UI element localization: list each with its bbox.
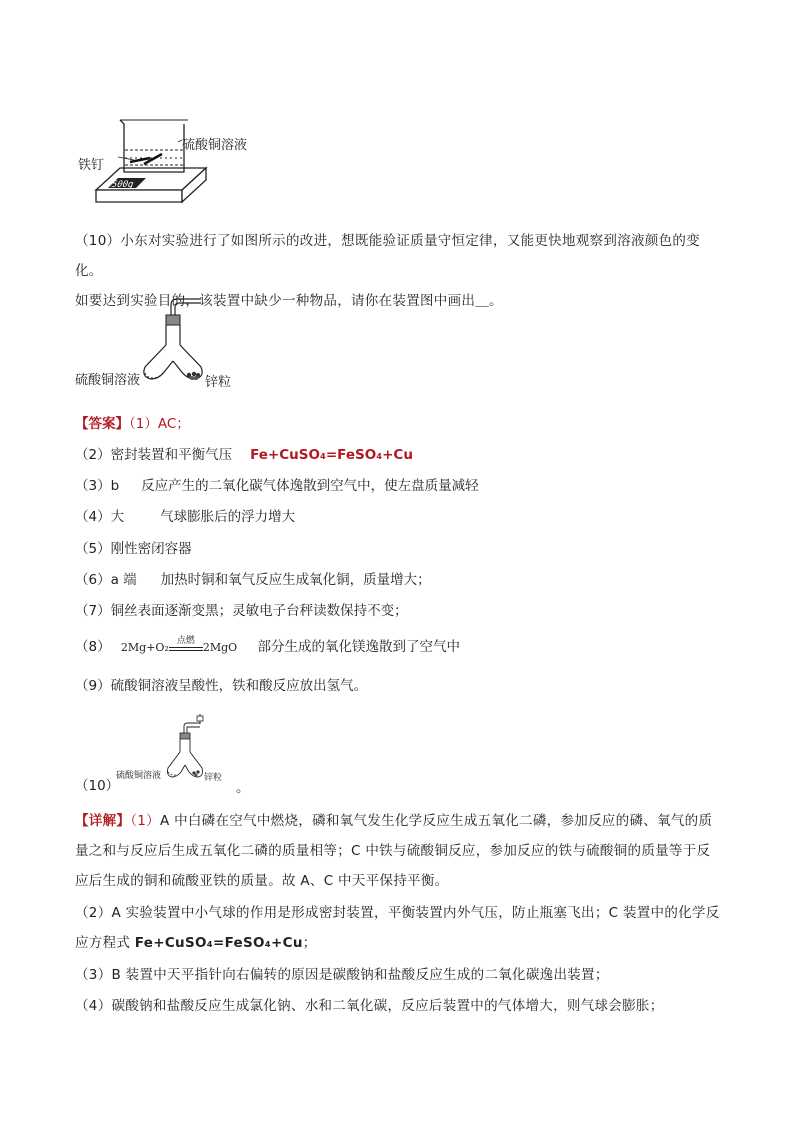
detail-1-line2: 量之和与反应后生成五氧化二磷的质量相等；C 中铁与硫酸铜反应，参加反应的铁与硫酸铜的质量等于反	[75, 843, 711, 859]
equation-right: 2MgO	[202, 641, 238, 654]
detail-4-text: 碳酸钠和盐酸反应生成氯化钠、水和二氧化碳，反应后装置中的气体增大，则气球会膨胀；	[111, 998, 664, 1014]
beaker-scale-drawing	[78, 112, 278, 210]
figure-y-tube	[75, 295, 275, 395]
equation-left: 2Mg+O₂	[120, 641, 169, 654]
detail-2-num: （2）	[75, 905, 112, 921]
answer-7-num: （7）	[75, 603, 111, 619]
figure-beaker-on-scale	[78, 112, 278, 210]
answer-3-num: （3）	[75, 478, 111, 494]
answer-4-value: 大	[110, 509, 125, 525]
answer-10-label-zinc: 锌粒	[204, 773, 223, 783]
answer-4-text: 气球膨胀后的浮力增大	[160, 509, 296, 525]
detail-1-line1: A 中白磷在空气中燃烧，磷和氧气发生化学反应生成五氧化二磷，参加反应的磷、氧气的质	[159, 813, 713, 829]
answer-6-text: 加热时铜和氧气反应生成氧化铜，质量增大；	[160, 572, 431, 588]
answer-8-num: （8）	[75, 639, 111, 655]
answer-1-text: （1）AC；	[129, 416, 190, 432]
answer-tag: 【答案】	[75, 416, 129, 432]
answer-8-text: 部分生成的氧化镁逸散到了空气中	[257, 639, 460, 655]
answer-7-text: 铜丝表面逐渐变黑；灵敏电子台秤读数保持不变；	[110, 603, 408, 619]
answer-7	[75, 601, 408, 621]
equation-condition: 点燃	[176, 636, 195, 646]
answer-9-text: 硫酸铜溶液呈酸性，铁和酸反应放出氢气。	[110, 678, 368, 694]
answer-2-num: （2）	[75, 447, 111, 463]
answer-10-figure	[116, 712, 236, 788]
equation-arrow	[169, 636, 203, 651]
label-copper-sulfate-solution-2: 硫酸铜溶液	[75, 373, 141, 388]
answer-6	[75, 570, 431, 590]
answer-4	[75, 507, 295, 527]
detail-1-line3: 应后生成的铜和硫酸亚铁的质量。故 A、C 中天平保持平衡。	[75, 873, 449, 889]
label-iron-nail: 铁钉	[78, 158, 105, 173]
answer-3-choice: b	[110, 478, 120, 494]
answer-8-equation	[121, 638, 237, 658]
answer-2-text: 密封装置和平衡气压	[110, 447, 233, 463]
answer-5-text: 刚性密闭容器	[110, 541, 192, 557]
answer-9	[75, 676, 367, 696]
detail-3-text: B 装置中天平指针向右偏转的原因是碳酸钠和盐酸反应生成的二氧化碳逸出装置；	[111, 967, 609, 983]
answer-4-num: （4）	[75, 509, 111, 525]
label-zinc-granules: 锌粒	[205, 375, 232, 390]
answer-3-text: 反应产生的二氧化碳气体逸散到空气中，使左盘质量减轻	[141, 478, 479, 494]
scale-reading: 500g	[109, 179, 136, 190]
detail-2-line2-prefix: 应方程式	[75, 935, 135, 951]
answer-6-value: a 端	[110, 572, 137, 588]
detail-3	[75, 960, 725, 990]
detail-2	[75, 898, 725, 958]
answer-2	[75, 445, 413, 465]
detail-3-num: （3）	[75, 967, 112, 983]
answer-10	[75, 776, 119, 796]
answer-6-num: （6）	[75, 572, 111, 588]
answer-10-period: 。	[236, 780, 250, 796]
detail-1	[75, 806, 725, 896]
answer-3	[75, 476, 479, 496]
detail-4-num: （4）	[75, 998, 112, 1014]
answer-5	[75, 539, 192, 559]
detail-2-line1: A 实验装置中小气球的作用是形成密封装置，平衡装置内外气压，防止瓶塞飞出；C 装置中的化学反	[111, 905, 720, 921]
question-10-line1: （10）小东对实验进行了如图所示的改进，想既能验证质量守恒定律，又能更快地观察到溶液颜色的变化。	[75, 233, 700, 279]
detail-2-line2-suffix: ；	[302, 935, 317, 951]
answer-9-num: （9）	[75, 678, 111, 694]
question-10-line2: 如要达到实验目的，该装置中缺少一种物品，请你在装置图中画出＿。	[75, 293, 503, 309]
detail-4	[75, 991, 725, 1021]
detail-1-num: （1）	[130, 813, 160, 829]
answer-2-equation: Fe+CuSO₄=FeSO₄+Cu	[250, 447, 413, 463]
detail-2-equation: Fe+CuSO₄=FeSO₄+Cu	[134, 935, 303, 951]
answer-10-num: （10）	[75, 778, 120, 794]
answer-1	[75, 414, 190, 434]
answer-5-num: （5）	[75, 541, 111, 557]
answer-10-label-solution: 硫酸铜溶液	[116, 771, 162, 781]
detail-tag: 【详解】	[75, 813, 131, 829]
label-copper-sulfate-solution: 硫酸铜溶液	[182, 138, 248, 153]
answer-8	[75, 637, 460, 658]
